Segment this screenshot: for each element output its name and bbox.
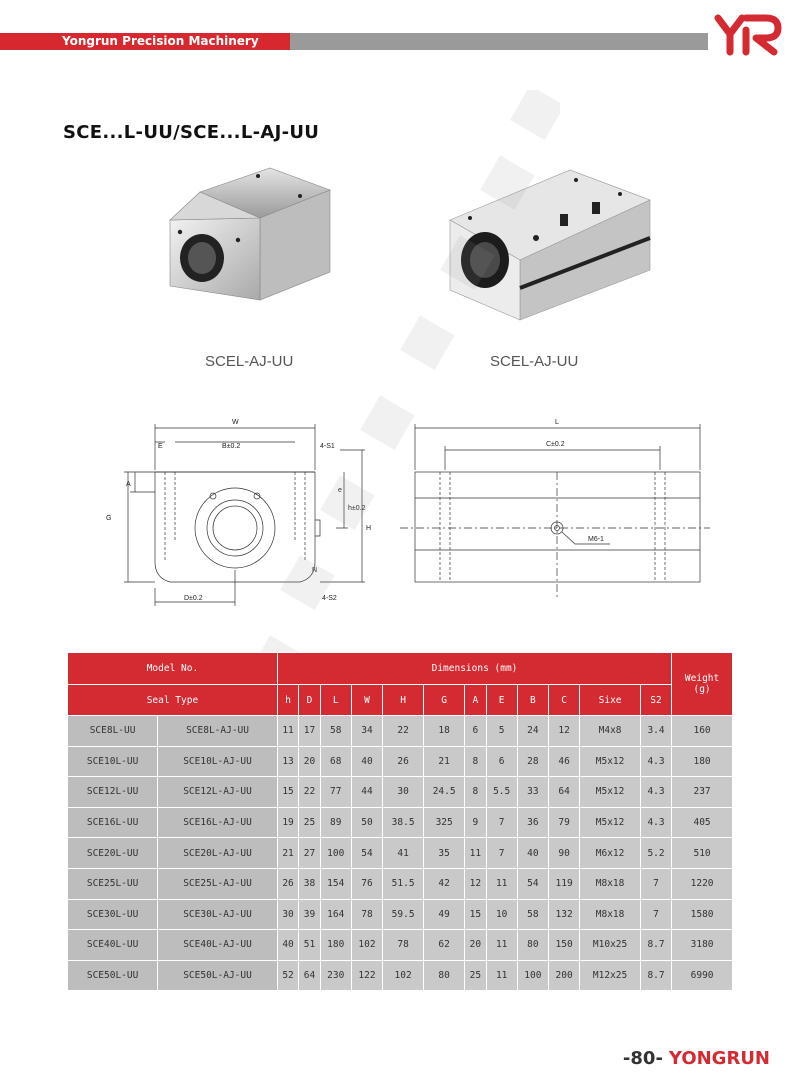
table-cell: 54 <box>351 838 382 869</box>
table-cell: 26 <box>277 868 298 899</box>
dim-label-S2: 4-S2 <box>322 595 337 602</box>
dimensions-header: Dimensions (mm) <box>277 653 671 685</box>
column-header: h <box>277 685 298 716</box>
table-row <box>68 838 733 869</box>
table-row <box>68 746 733 777</box>
model-cell: SCE30L-AJ-UU <box>158 899 278 930</box>
table-cell: 6990 <box>672 960 733 991</box>
dim-label-N: N <box>312 567 318 574</box>
table-cell: 78 <box>383 930 424 961</box>
table-cell: 59.5 <box>383 899 424 930</box>
table-cell: 26 <box>383 746 424 777</box>
table-row <box>68 899 733 930</box>
yongrun-logo <box>712 10 792 58</box>
table-cell: 102 <box>383 960 424 991</box>
table-cell: 8 <box>465 746 486 777</box>
table-cell: 51.5 <box>383 868 424 899</box>
weight-header <box>672 653 733 716</box>
table-cell: 4.3 <box>640 807 671 838</box>
table-cell: 230 <box>320 960 351 991</box>
table-cell: 25 <box>465 960 486 991</box>
table-row <box>68 868 733 899</box>
table-cell: 44 <box>351 777 382 808</box>
table-row <box>68 960 733 991</box>
table-cell: 325 <box>424 807 465 838</box>
column-header: D <box>299 685 320 716</box>
header-gray-bar <box>290 33 708 50</box>
image-caption-right: SCEL-AJ-UU <box>490 353 579 370</box>
table-cell: 21 <box>277 838 298 869</box>
table-cell: 132 <box>549 899 580 930</box>
table-cell: 18 <box>424 716 465 747</box>
table-cell: M5x12 <box>580 746 641 777</box>
table-cell: 5.5 <box>486 777 517 808</box>
table-cell: 19 <box>277 807 298 838</box>
table-cell: 11 <box>486 868 517 899</box>
footer-brand: YONGRUN <box>668 1048 770 1069</box>
table-cell: 9 <box>465 807 486 838</box>
table-cell: 30 <box>277 899 298 930</box>
table-cell: 62 <box>424 930 465 961</box>
product-image-right <box>440 160 660 330</box>
dim-label-S1: 4-S1 <box>320 443 335 450</box>
table-cell: 36 <box>517 807 548 838</box>
table-cell: 27 <box>299 838 320 869</box>
table-cell: 11 <box>277 716 298 747</box>
table-cell: 3.4 <box>640 716 671 747</box>
dim-label-C: C±0.2 <box>546 441 565 448</box>
table-cell: 510 <box>672 838 733 869</box>
table-cell: 15 <box>277 777 298 808</box>
table-cell: 25 <box>299 807 320 838</box>
dim-label-e: e <box>338 487 342 494</box>
spec-table <box>67 652 733 991</box>
model-cell: SCE40L-UU <box>68 930 158 961</box>
table-cell: 11 <box>465 838 486 869</box>
dim-label-h: h±0.2 <box>348 505 366 512</box>
table-cell: 90 <box>549 838 580 869</box>
table-cell: 33 <box>517 777 548 808</box>
table-cell: 180 <box>320 930 351 961</box>
table-cell: 20 <box>299 746 320 777</box>
model-cell: SCE20L-UU <box>68 838 158 869</box>
table-cell: M5x12 <box>580 807 641 838</box>
table-cell: 7 <box>486 807 517 838</box>
table-cell: 11 <box>486 930 517 961</box>
column-header: A <box>465 685 486 716</box>
table-cell: M8x18 <box>580 899 641 930</box>
table-row <box>68 930 733 961</box>
table-cell: 1580 <box>672 899 733 930</box>
table-cell: 24.5 <box>424 777 465 808</box>
table-cell: M12x25 <box>580 960 641 991</box>
column-header: E <box>486 685 517 716</box>
model-cell: SCE10L-AJ-UU <box>158 746 278 777</box>
column-header: G <box>424 685 465 716</box>
table-cell: 80 <box>517 930 548 961</box>
table-cell: 6 <box>465 716 486 747</box>
table-cell: 89 <box>320 807 351 838</box>
table-cell: 38.5 <box>383 807 424 838</box>
weight-unit: (g) <box>693 684 711 695</box>
table-cell: 46 <box>549 746 580 777</box>
dim-label-H: H <box>366 525 372 532</box>
dim-label-E: E <box>158 443 163 450</box>
model-cell: SCE8L-UU <box>68 716 158 747</box>
table-cell: 24 <box>517 716 548 747</box>
table-cell: 54 <box>517 868 548 899</box>
table-cell: 34 <box>351 716 382 747</box>
page-title: SCE...L-UU/SCE...L-AJ-UU <box>63 122 320 143</box>
column-header: H <box>383 685 424 716</box>
column-header: Sixe <box>580 685 641 716</box>
page-number: -80- <box>622 1048 663 1069</box>
table-cell: M5x12 <box>580 777 641 808</box>
table-cell: 20 <box>465 930 486 961</box>
dim-label-B: B±0.2 <box>222 443 241 450</box>
table-cell: 200 <box>549 960 580 991</box>
model-cell: SCE50L-AJ-UU <box>158 960 278 991</box>
dim-label-D: D±0.2 <box>184 595 203 602</box>
table-cell: 102 <box>351 930 382 961</box>
column-header: L <box>320 685 351 716</box>
table-cell: 12 <box>549 716 580 747</box>
table-cell: 41 <box>383 838 424 869</box>
table-cell: M6x12 <box>580 838 641 869</box>
model-cell: SCE12L-UU <box>68 777 158 808</box>
table-cell: 164 <box>320 899 351 930</box>
table-row <box>68 716 733 747</box>
table-cell: 150 <box>549 930 580 961</box>
table-row <box>68 777 733 808</box>
model-cell: SCE25L-AJ-UU <box>158 868 278 899</box>
table-cell: 58 <box>517 899 548 930</box>
table-cell: 77 <box>320 777 351 808</box>
weight-label: Weight <box>684 673 720 684</box>
table-cell: 17 <box>299 716 320 747</box>
table-header-row-top <box>68 653 733 685</box>
table-cell: 68 <box>320 746 351 777</box>
table-cell: 7 <box>640 868 671 899</box>
column-header: W <box>351 685 382 716</box>
table-cell: 1220 <box>672 868 733 899</box>
model-no-header: Model No. <box>68 653 278 685</box>
table-cell: 38 <box>299 868 320 899</box>
table-cell: 122 <box>351 960 382 991</box>
column-header: B <box>517 685 548 716</box>
table-cell: M4x8 <box>580 716 641 747</box>
model-cell: SCE25L-UU <box>68 868 158 899</box>
table-cell: 39 <box>299 899 320 930</box>
dim-label-G: G <box>106 515 112 522</box>
model-cell: SCE30L-UU <box>68 899 158 930</box>
model-cell: SCE16L-AJ-UU <box>158 807 278 838</box>
table-cell: 49 <box>424 899 465 930</box>
table-row <box>68 807 733 838</box>
table-cell: 405 <box>672 807 733 838</box>
table-cell: 7 <box>486 838 517 869</box>
dim-label-L: L <box>555 419 559 426</box>
table-cell: 180 <box>672 746 733 777</box>
table-cell: 50 <box>351 807 382 838</box>
table-cell: 100 <box>320 838 351 869</box>
model-cell: SCE40L-AJ-UU <box>158 930 278 961</box>
model-cell: SCE10L-UU <box>68 746 158 777</box>
table-cell: M10x25 <box>580 930 641 961</box>
table-cell: 76 <box>351 868 382 899</box>
table-cell: 21 <box>424 746 465 777</box>
table-cell: 119 <box>549 868 580 899</box>
seal-type-header: Seal Type <box>68 685 278 716</box>
page-footer <box>623 1048 770 1069</box>
table-cell: 5.2 <box>640 838 671 869</box>
column-header: C <box>549 685 580 716</box>
table-cell: 22 <box>383 716 424 747</box>
table-cell: 4.3 <box>640 746 671 777</box>
product-image-left <box>160 160 340 310</box>
table-cell: 6 <box>486 746 517 777</box>
dim-label-W: W <box>232 419 239 426</box>
table-cell: 35 <box>424 838 465 869</box>
dim-label-A: A <box>126 481 131 488</box>
table-cell: 7 <box>640 899 671 930</box>
table-cell: 4.3 <box>640 777 671 808</box>
table-cell: 64 <box>299 960 320 991</box>
table-cell: 22 <box>299 777 320 808</box>
table-cell: 58 <box>320 716 351 747</box>
table-cell: 10 <box>486 899 517 930</box>
model-cell: SCE12L-AJ-UU <box>158 777 278 808</box>
table-cell: 160 <box>672 716 733 747</box>
table-cell: 3180 <box>672 930 733 961</box>
table-cell: 80 <box>424 960 465 991</box>
table-cell: 154 <box>320 868 351 899</box>
dim-label-M: M6-1 <box>588 536 604 543</box>
table-cell: 237 <box>672 777 733 808</box>
table-cell: 42 <box>424 868 465 899</box>
table-cell: 100 <box>517 960 548 991</box>
table-cell: 8.7 <box>640 930 671 961</box>
table-cell: M8x18 <box>580 868 641 899</box>
table-cell: 28 <box>517 746 548 777</box>
table-cell: 15 <box>465 899 486 930</box>
table-cell: 12 <box>465 868 486 899</box>
table-cell: 40 <box>517 838 548 869</box>
table-cell: 64 <box>549 777 580 808</box>
table-cell: 51 <box>299 930 320 961</box>
model-cell: SCE20L-AJ-UU <box>158 838 278 869</box>
company-name: Yongrun Precision Machinery <box>62 34 259 48</box>
table-cell: 30 <box>383 777 424 808</box>
table-cell: 13 <box>277 746 298 777</box>
table-cell: 8 <box>465 777 486 808</box>
table-cell: 40 <box>277 930 298 961</box>
model-cell: SCE16L-UU <box>68 807 158 838</box>
column-header: S2 <box>640 685 671 716</box>
table-cell: 40 <box>351 746 382 777</box>
table-cell: 5 <box>486 716 517 747</box>
table-cell: 8.7 <box>640 960 671 991</box>
image-caption-left: SCEL-AJ-UU <box>205 353 294 370</box>
model-cell: SCE8L-AJ-UU <box>158 716 278 747</box>
table-cell: 78 <box>351 899 382 930</box>
table-cell: 79 <box>549 807 580 838</box>
model-cell: SCE50L-UU <box>68 960 158 991</box>
table-header-row-columns <box>68 685 733 716</box>
front-view-drawing <box>100 410 390 620</box>
side-view-drawing <box>400 410 710 620</box>
table-cell: 52 <box>277 960 298 991</box>
table-cell: 11 <box>486 960 517 991</box>
